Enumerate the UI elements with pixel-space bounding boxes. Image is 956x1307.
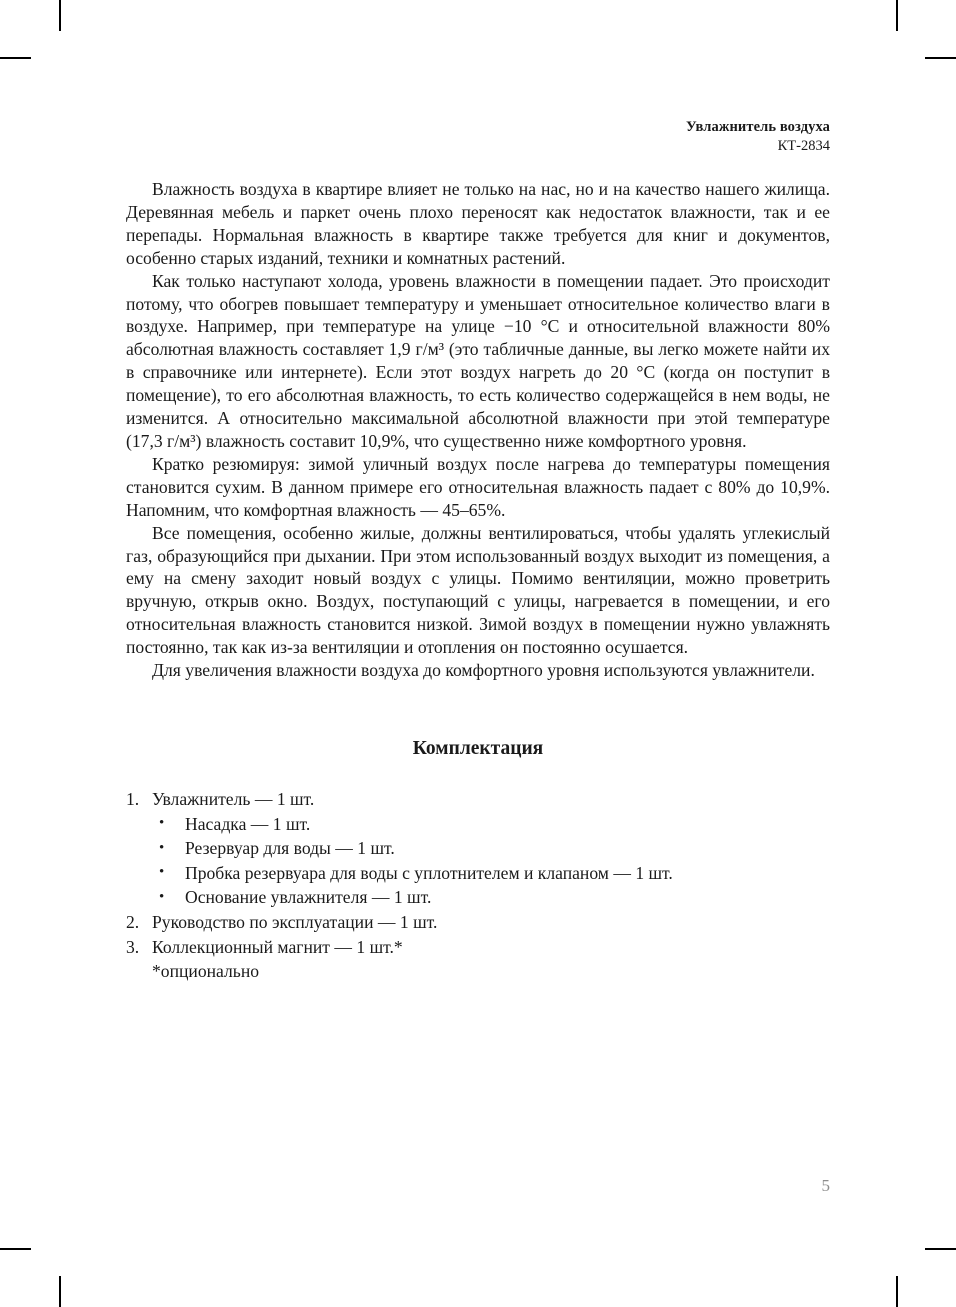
body-paragraph: Как только наступают холода, уровень влажности в помещении падает. Это происходит потому, что обогрев повышает температуру и уменьшает относительное количество влаги в воздухе. Например, при температуре на улице −10 °C и относительной влажности 80% абсолютная влажность составляет 1,9 г/м³ (это табличные данные, вы легко можете найти их в справочнике или интернете). Если этот воздух нагреть до 20 °C (когда он поступит в помещение), то его абсолютная влажность, то есть количество содержащейся в нем воды, не изменится. А относительно максимальной абсолютной влажности при этой температуре (17,3 г/м³) влажность составит 10,9%, что существенно ниже комфортного уровня. (126, 270, 830, 451)
page-number: 5 (821, 1176, 830, 1195)
list-item (152, 836, 830, 861)
list-item (152, 885, 830, 910)
list-item-label: Увлажнитель — 1 шт. (152, 788, 315, 809)
text-column (126, 178, 830, 984)
crop-mark-top-left-vertical (59, 0, 61, 31)
crop-mark-top-right-horizontal (925, 57, 956, 59)
list-item-label: Резервуар для воды — 1 шт. (185, 838, 395, 859)
crop-mark-bottom-right-vertical (896, 1276, 898, 1307)
body-paragraph: Влажность воздуха в квартире влияет не только на нас, но и на качество нашего жилища. Деревянная мебель и паркет очень плохо переносят как недостаток влажности, так и ее перепады. Нормальная влажность в квартире также требуется для книг и документов, особенно старых изданий, техники и комнатных растений. (126, 179, 830, 268)
running-head-product-name: Увлажнитель воздуха (685, 119, 830, 135)
running-head-model-number: КТ-2834 (777, 138, 830, 155)
list-item-number: 1. (126, 788, 140, 809)
running-head (686, 118, 830, 156)
body-paragraph: Все помещения, особенно жилые, должны вентилироваться, чтобы удалять углекислый газ, образующийся при дыхании. При этом использованный воздух выходит из помещения, а ему на смену заходит новый воздух с улицы. Помимо вентиляции, можно проветрить вручную, открыв окно. Воздух, поступающий с улицы, нагревается в помещении, и его относительная влажность становится низкой. Зимой воздух в помещении нужно увлажнять постоянно, так как из-за вентиляции и отопления он постоянно осушается. (126, 522, 830, 658)
crop-mark-top-right-vertical (896, 0, 898, 31)
list-item-label: Руководство по эксплуатации — 1 шт. (152, 911, 438, 932)
list-item (126, 935, 830, 960)
list-item-label: Пробка резервуара для воды с уплотнителем и клапаном — 1 шт. (185, 862, 673, 883)
list-item (152, 812, 830, 837)
bullet-icon: • (159, 815, 165, 832)
crop-mark-bottom-left-horizontal (0, 1248, 31, 1250)
packing-list-footnote: *опционально (152, 961, 260, 982)
body-paragraph: Для увеличения влажности воздуха до комфортного уровня используются увлажнители. (152, 660, 815, 681)
list-item-label: Насадка — 1 шт. (185, 813, 311, 834)
section-heading-wrap (126, 738, 830, 760)
list-item-number: 3. (126, 936, 140, 957)
section-heading: Комплектация (412, 737, 544, 759)
list-item (152, 861, 830, 886)
bullet-icon: • (159, 864, 165, 881)
crop-mark-bottom-left-vertical (59, 1276, 61, 1307)
bullet-icon: • (159, 888, 165, 905)
list-item-number: 2. (126, 911, 140, 932)
packing-sublist (152, 812, 830, 910)
crop-mark-top-left-horizontal (0, 57, 31, 59)
list-item-label: Коллекционный магнит — 1 шт.* (152, 936, 403, 957)
list-item (126, 787, 830, 910)
packing-list (126, 787, 830, 959)
body-paragraph: Кратко резюмируя: зимой уличный воздух после нагрева до температуры помещения становится сухим. В данном примере его относительная влажность падает с 80% до 10,9%. Напомним, что комфортная влажность — 45‒65%. (126, 453, 830, 520)
list-item (126, 910, 830, 935)
crop-mark-bottom-right-horizontal (925, 1248, 956, 1250)
bullet-icon: • (159, 839, 165, 856)
list-item-label: Основание увлажнителя — 1 шт. (185, 887, 432, 908)
